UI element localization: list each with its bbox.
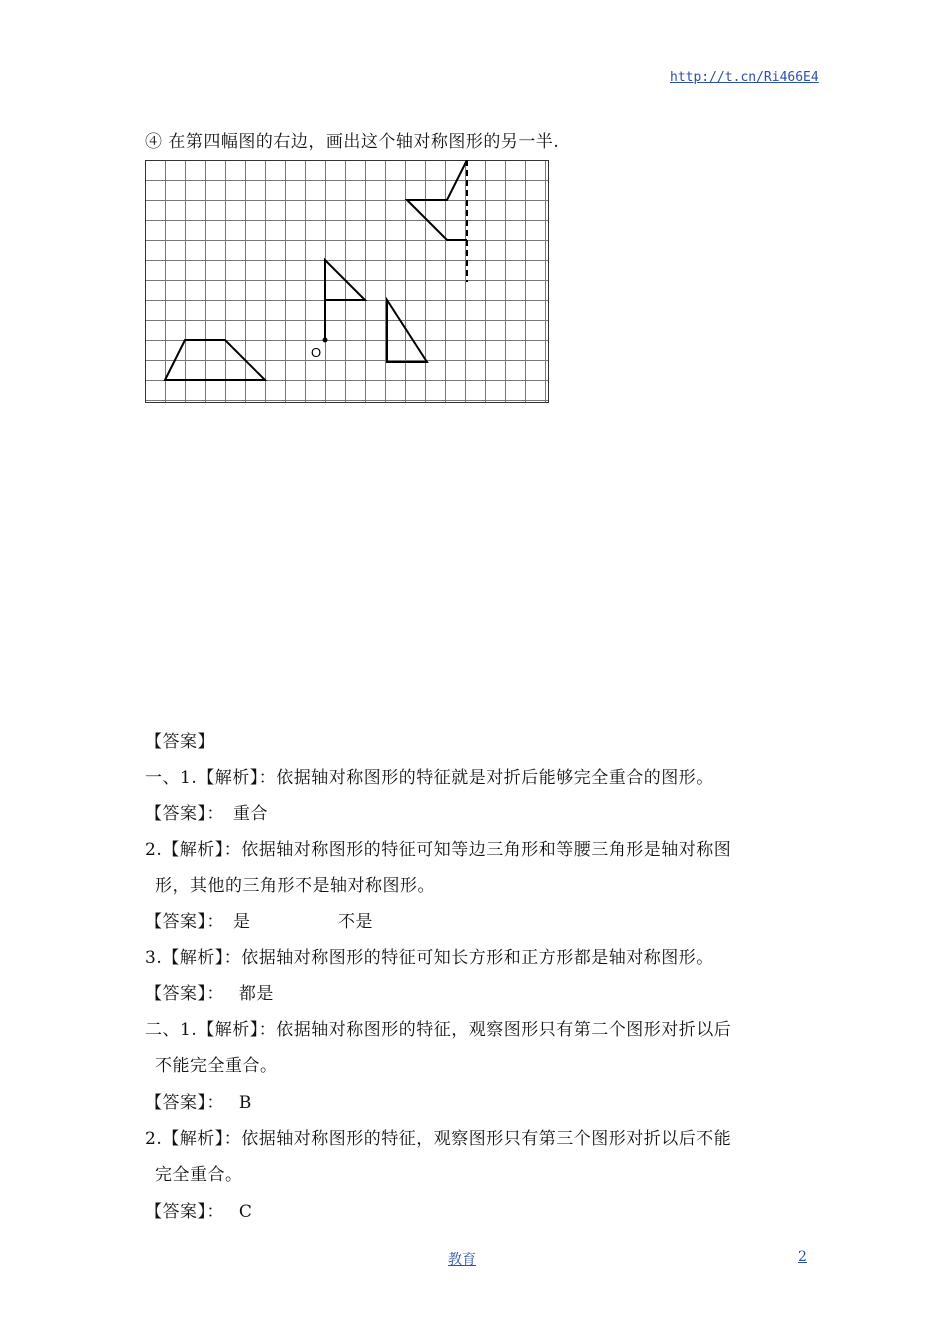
right-triangle-shape	[387, 300, 427, 362]
answer-line-3: 2.【解析】：依据轴对称图形的特征可知等边三角形和等腰三角形是轴对称图	[145, 840, 732, 860]
page-number[interactable]: 2	[798, 1249, 807, 1265]
answer-line-9: 不能完全重合。	[155, 1056, 278, 1076]
answer-line-5: 【答案】： 是 不是	[145, 912, 373, 932]
answers-title: 【答案】	[145, 732, 215, 752]
answer-line-1: 一、1.【解析】：依据轴对称图形的特征就是对折后能够完全重合的图形。	[145, 768, 714, 788]
answer-line-12: 完全重合。	[155, 1165, 243, 1185]
answer-line-13: 【答案】： C	[145, 1202, 253, 1222]
answer-line-6: 3.【解析】：依据轴对称图形的特征可知长方形和正方形都是轴对称图形。	[145, 948, 714, 968]
answer-line-8: 二、1.【解析】：依据轴对称图形的特征，观察图形只有第二个图形对折以后	[145, 1020, 732, 1040]
question-text: ④ 在第四幅图的右边，画出这个轴对称图形的另一半.	[145, 132, 560, 152]
answer-line-10: 【答案】： B	[145, 1093, 252, 1113]
answer-line-7: 【答案】： 都是	[145, 984, 274, 1004]
flag-origin-point	[323, 338, 328, 343]
answer-line-11: 2.【解析】：依据轴对称图形的特征，观察图形只有第三个图形对折以后不能	[145, 1129, 732, 1149]
header-url-link[interactable]: http://t.cn/Ri466E4	[670, 70, 819, 85]
grid-figure	[145, 160, 550, 404]
footer-center-link[interactable]: 教育	[448, 1252, 476, 1268]
origin-label: O	[311, 345, 322, 360]
grid-svg	[145, 160, 550, 404]
answer-line-4: 形，其他的三角形不是轴对称图形。	[155, 876, 435, 896]
answer-line-2: 【答案】： 重合	[145, 804, 268, 824]
